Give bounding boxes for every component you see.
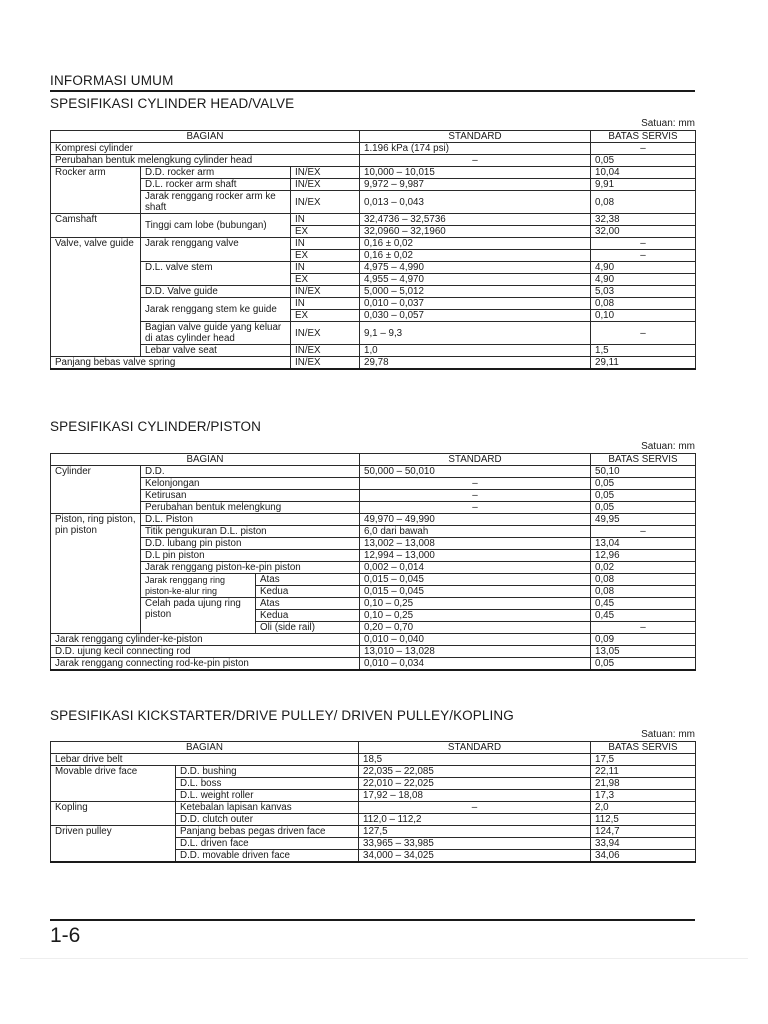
standard-value: 9,972 – 9,987: [360, 179, 591, 191]
batas-value: 34,06: [591, 850, 696, 863]
kickstarter-unit: Satuan: mm: [641, 729, 695, 740]
cylinder-piston-title: SPESIFIKASI CYLINDER/PISTON: [50, 419, 262, 434]
batas-value: 4,90: [591, 274, 696, 286]
standard-value: 29,78: [360, 357, 591, 370]
table-row: [51, 322, 696, 345]
row-label: D.D. lubang pin piston: [141, 538, 360, 550]
batas-value: 0,45: [591, 598, 696, 610]
table-row: [51, 155, 696, 167]
batas-value: 9,91: [591, 179, 696, 191]
row-label: D.D. clutch outer: [176, 814, 359, 826]
standard-value: 127,5: [359, 826, 591, 838]
standard-value: 22,010 – 22,025: [359, 778, 591, 790]
col-standard: STANDARD: [359, 742, 591, 754]
batas-value: 32,00: [591, 226, 696, 238]
table-row: [51, 143, 696, 155]
standard-value: 5,000 – 5,012: [360, 286, 591, 298]
table-row: [51, 574, 696, 586]
group-label: Driven pulley: [51, 826, 176, 863]
batas-value: –: [591, 526, 696, 538]
col-batas-servis: BATAS SERVIS: [591, 742, 696, 754]
standard-value: 0,013 – 0,043: [360, 191, 591, 214]
batas-value: 0,05: [591, 658, 696, 671]
standard-value: 0,030 – 0,057: [360, 310, 591, 322]
standard-value: 10,000 – 10,015: [360, 167, 591, 179]
row-label: D.D. bushing: [176, 766, 359, 778]
table-row: [51, 634, 696, 646]
batas-value: –: [591, 238, 696, 250]
standard-value: 4,955 – 4,970: [360, 274, 591, 286]
direction: IN: [291, 262, 360, 274]
row-label: Jarak renggang rocker arm ke shaft: [141, 191, 291, 214]
standard-value: 0,010 – 0,034: [360, 658, 591, 671]
standard-value: 0,16 ± 0,02: [360, 238, 591, 250]
header-rule: [50, 90, 695, 92]
batas-value: 50,10: [591, 466, 696, 478]
row-label: Tinggi cam lobe (bubungan): [141, 214, 291, 238]
batas-value: 0,08: [591, 191, 696, 214]
batas-value: 17,3: [591, 790, 696, 802]
batas-value: 0,05: [591, 478, 696, 490]
batas-value: 10,04: [591, 167, 696, 179]
batas-value: 0,45: [591, 610, 696, 622]
row-label: Kompresi cylinder: [51, 143, 360, 155]
group-label: Cylinder: [51, 466, 141, 514]
batas-value: 1,5: [591, 345, 696, 357]
col-batas-servis: BATAS SERVIS: [591, 454, 696, 466]
standard-value: 13,010 – 13,028: [360, 646, 591, 658]
group-label: Valve, valve guide: [51, 238, 141, 357]
row-label: Jarak renggang stem ke guide: [141, 298, 291, 322]
row-label: D.D.: [141, 466, 360, 478]
batas-value: 21,98: [591, 778, 696, 790]
row-label: D.D. Valve guide: [141, 286, 291, 298]
direction: IN/EX: [291, 191, 360, 214]
batas-value: 0,08: [591, 586, 696, 598]
standard-value: –: [360, 490, 591, 502]
row-label: Titik pengukuran D.L. piston: [141, 526, 360, 538]
table-row: [51, 167, 696, 179]
kickstarter-title: SPESIFIKASI KICKSTARTER/DRIVE PULLEY/ DRIVEN PULLEY/KOPLING: [50, 708, 514, 723]
row-label: Jarak renggang valve: [141, 238, 291, 262]
table-row: [51, 826, 696, 838]
row-label: Ketebalan lapisan kanvas: [176, 802, 359, 814]
standard-value: 0,015 – 0,045: [360, 574, 591, 586]
standard-value: 4,975 – 4,990: [360, 262, 591, 274]
cylinder-head-title: SPESIFIKASI CYLINDER HEAD/VALVE: [50, 96, 295, 111]
row-label: Jarak renggang ring piston-ke-alur ring: [141, 574, 256, 598]
row-label: Jarak renggang cylinder-ke-piston: [51, 634, 360, 646]
standard-value: 0,16 ± 0,02: [360, 250, 591, 262]
row-label: D.L. driven face: [176, 838, 359, 850]
direction: IN/EX: [291, 167, 360, 179]
direction: IN/EX: [291, 357, 360, 370]
sub-label: Atas: [256, 574, 360, 586]
table-row: [51, 191, 696, 214]
row-label: D.L. Piston: [141, 514, 360, 526]
standard-value: 112,0 – 112,2: [359, 814, 591, 826]
standard-value: 6,0 dari bawah: [360, 526, 591, 538]
table-row: [51, 598, 696, 610]
batas-value: 29,11: [591, 357, 696, 370]
batas-value: 33,94: [591, 838, 696, 850]
col-standard: STANDARD: [360, 454, 591, 466]
table-row: [51, 538, 696, 550]
cylinder-piston-unit: Satuan: mm: [641, 441, 695, 452]
row-label: D.D. ujung kecil connecting rod: [51, 646, 360, 658]
sub-label: Atas: [256, 598, 360, 610]
group-label: Piston, ring piston, pin piston: [51, 514, 141, 634]
batas-value: 13,04: [591, 538, 696, 550]
col-batas-servis: BATAS SERVIS: [591, 131, 696, 143]
footer-rule: [50, 919, 695, 921]
batas-value: 17,5: [591, 754, 696, 766]
standard-value: 9,1 – 9,3: [360, 322, 591, 345]
table-row: [51, 562, 696, 574]
batas-value: 0,05: [591, 155, 696, 167]
row-label: Panjang bebas valve spring: [51, 357, 291, 370]
cylinder-head-unit: Satuan: mm: [641, 118, 695, 129]
direction: IN: [291, 214, 360, 226]
direction: EX: [291, 310, 360, 322]
direction: EX: [291, 226, 360, 238]
table-row: [51, 502, 696, 514]
standard-value: 33,965 – 33,985: [359, 838, 591, 850]
standard-value: –: [360, 502, 591, 514]
table-row: [51, 802, 696, 814]
row-label: Celah pada ujung ring piston: [141, 598, 256, 634]
page-edge-divider: [20, 958, 748, 959]
col-bagian: BAGIAN: [51, 742, 359, 754]
batas-value: 4,90: [591, 262, 696, 274]
standard-value: 32,0960 – 32,1960: [360, 226, 591, 238]
standard-value: 32,4736 – 32,5736: [360, 214, 591, 226]
table-header-row: [51, 454, 696, 466]
row-label: Bagian valve guide yang keluar di atas cylinder head: [141, 322, 291, 345]
batas-value: 2,0: [591, 802, 696, 814]
batas-value: 0,10: [591, 310, 696, 322]
standard-value: –: [360, 155, 591, 167]
batas-value: 22,11: [591, 766, 696, 778]
direction: IN: [291, 298, 360, 310]
table-row: [51, 262, 696, 274]
standard-value: 1,0: [360, 345, 591, 357]
row-label: D.L. valve stem: [141, 262, 291, 286]
table-row: [51, 357, 696, 370]
standard-value: 0,002 – 0,014: [360, 562, 591, 574]
standard-value: –: [359, 802, 591, 814]
row-label: D.D. movable driven face: [176, 850, 359, 863]
table-row: [51, 345, 696, 357]
standard-value: 0,010 – 0,040: [360, 634, 591, 646]
table-row: [51, 466, 696, 478]
direction: IN/EX: [291, 286, 360, 298]
batas-value: 0,08: [591, 298, 696, 310]
table-row: [51, 658, 696, 671]
group-label: Movable drive face: [51, 766, 176, 802]
col-standard: STANDARD: [360, 131, 591, 143]
row-label: Jarak renggang piston-ke-pin piston: [141, 562, 360, 574]
batas-value: –: [591, 322, 696, 345]
section-header: INFORMASI UMUM: [50, 73, 174, 88]
row-label: Ketirusan: [141, 490, 360, 502]
standard-value: 18,5: [359, 754, 591, 766]
batas-value: 0,02: [591, 562, 696, 574]
row-label: D.L. weight roller: [176, 790, 359, 802]
batas-value: 124,7: [591, 826, 696, 838]
batas-value: –: [591, 622, 696, 634]
batas-value: –: [591, 250, 696, 262]
group-label: Camshaft: [51, 214, 141, 238]
table-row: [51, 214, 696, 226]
direction: IN/EX: [291, 179, 360, 191]
cylinder-head-table: [50, 130, 696, 370]
table-row: [51, 514, 696, 526]
standard-value: 12,994 – 13,000: [360, 550, 591, 562]
batas-value: 0,05: [591, 502, 696, 514]
col-bagian: BAGIAN: [51, 454, 360, 466]
table-row: [51, 526, 696, 538]
group-label: Kopling: [51, 802, 176, 826]
batas-value: 0,08: [591, 574, 696, 586]
standard-value: 50,000 – 50,010: [360, 466, 591, 478]
batas-value: 13,05: [591, 646, 696, 658]
sub-label: Oli (side rail): [256, 622, 360, 634]
direction: IN/EX: [291, 322, 360, 345]
table-row: [51, 478, 696, 490]
group-label: Rocker arm: [51, 167, 141, 214]
sub-label: Kedua: [256, 586, 360, 598]
row-label: Lebar valve seat: [141, 345, 291, 357]
standard-value: 49,970 – 49,990: [360, 514, 591, 526]
direction: IN: [291, 238, 360, 250]
table-header-row: [51, 131, 696, 143]
row-label: D.D. rocker arm: [141, 167, 291, 179]
batas-value: 5,03: [591, 286, 696, 298]
direction: IN/EX: [291, 345, 360, 357]
table-row: [51, 550, 696, 562]
standard-value: 13,002 – 13,008: [360, 538, 591, 550]
table-row: [51, 490, 696, 502]
page-number: 1-6: [50, 924, 81, 947]
standard-value: 0,20 – 0,70: [360, 622, 591, 634]
kickstarter-table: [50, 741, 696, 863]
batas-value: 112,5: [591, 814, 696, 826]
row-label: Perubahan bentuk melengkung: [141, 502, 360, 514]
table-row: [51, 646, 696, 658]
direction: EX: [291, 274, 360, 286]
standard-value: 17,92 – 18,08: [359, 790, 591, 802]
row-label: D.L. rocker arm shaft: [141, 179, 291, 191]
col-bagian: BAGIAN: [51, 131, 360, 143]
batas-value: 0,05: [591, 490, 696, 502]
standard-value: 22,035 – 22,085: [359, 766, 591, 778]
batas-value: 49,95: [591, 514, 696, 526]
sub-label: Kedua: [256, 610, 360, 622]
batas-value: 0,09: [591, 634, 696, 646]
table-row: [51, 754, 696, 766]
table-row: [51, 179, 696, 191]
standard-value: 34,000 – 34,025: [359, 850, 591, 863]
direction: EX: [291, 250, 360, 262]
batas-value: 32,38: [591, 214, 696, 226]
standard-value: 0,10 – 0,25: [360, 598, 591, 610]
table-row: [51, 766, 696, 778]
standard-value: 0,015 – 0,045: [360, 586, 591, 598]
standard-value: 1.196 kPa (174 psi): [360, 143, 591, 155]
standard-value: –: [360, 478, 591, 490]
row-label: Panjang bebas pegas driven face: [176, 826, 359, 838]
row-label: Lebar drive belt: [51, 754, 359, 766]
table-row: [51, 286, 696, 298]
row-label: D.L pin piston: [141, 550, 360, 562]
cylinder-piston-table: [50, 453, 696, 671]
row-label: Jarak renggang connecting rod-ke-pin piston: [51, 658, 360, 671]
batas-value: –: [591, 143, 696, 155]
table-header-row: [51, 742, 696, 754]
row-label: Kelonjongan: [141, 478, 360, 490]
standard-value: 0,10 – 0,25: [360, 610, 591, 622]
table-row: [51, 298, 696, 310]
standard-value: 0,010 – 0,037: [360, 298, 591, 310]
row-label: Perubahan bentuk melengkung cylinder head: [51, 155, 360, 167]
row-label: D.L. boss: [176, 778, 359, 790]
table-row: [51, 238, 696, 250]
batas-value: 12,96: [591, 550, 696, 562]
